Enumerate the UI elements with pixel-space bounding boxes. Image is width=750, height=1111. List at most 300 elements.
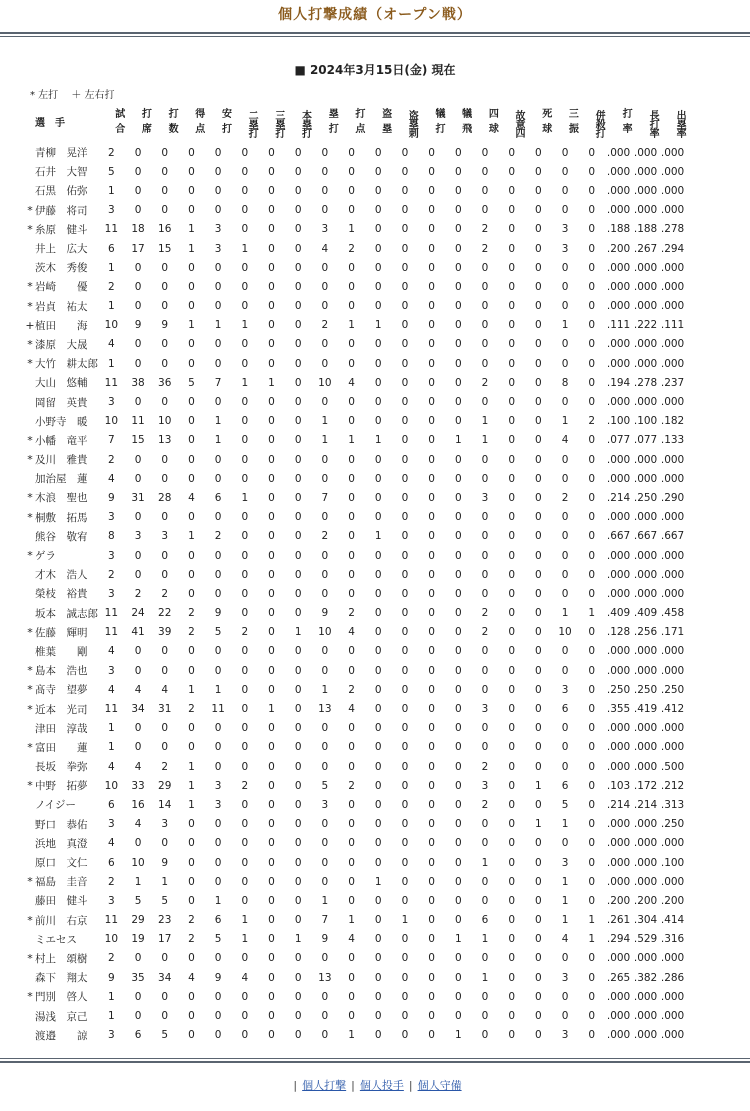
stat-cell: .200 xyxy=(633,894,658,907)
stat-cell: 0 xyxy=(241,357,249,370)
stat-cell: 0 xyxy=(561,396,569,409)
stat-cell: 0 xyxy=(588,626,596,639)
stat-cell: 0 xyxy=(428,319,435,332)
player-name: 藤田 健斗 xyxy=(35,895,88,908)
stat-cell: 0 xyxy=(241,760,249,773)
stat-cell: 5 xyxy=(161,894,169,907)
stat-cell: 1 xyxy=(134,875,142,888)
stat-cell: 11 xyxy=(104,607,119,620)
stat-cell: .000 xyxy=(606,146,631,159)
stat-cell: .000 xyxy=(660,453,685,466)
stat-cell: 2 xyxy=(481,242,489,255)
stat-cell: 16 xyxy=(131,798,145,811)
stat-cell: 0 xyxy=(134,549,142,562)
stat-cell: 0 xyxy=(535,1010,542,1023)
stat-cell: 0 xyxy=(268,722,275,735)
stat-cell: 0 xyxy=(588,645,596,658)
stat-cell: 0 xyxy=(294,204,302,217)
stat-cell: 0 xyxy=(481,453,489,466)
stat-cell: 2 xyxy=(561,491,569,504)
stat-cell: 0 xyxy=(588,568,596,581)
stat-cell: 0 xyxy=(241,798,249,811)
stat-cell: 0 xyxy=(508,760,515,773)
stat-cell: .000 xyxy=(660,837,685,850)
player-name: 野口 恭佑 xyxy=(35,818,88,831)
link-batting[interactable]: 個人打撃 xyxy=(302,1079,347,1092)
stat-cell: 10 xyxy=(104,319,119,332)
table-row xyxy=(25,699,686,718)
stat-cell: 0 xyxy=(508,818,515,831)
stat-cell: 0 xyxy=(188,664,195,677)
stat-cell: 0 xyxy=(241,1029,249,1042)
stat-cell: 0 xyxy=(454,453,462,466)
stat-cell: 0 xyxy=(535,415,542,428)
stat-cell: 5 xyxy=(214,933,222,946)
stat-cell: 0 xyxy=(134,300,142,313)
stat-cell: 9 xyxy=(161,319,169,332)
stat-cell: 0 xyxy=(374,856,382,869)
stat-cell: 0 xyxy=(134,453,142,466)
stat-cell: 0 xyxy=(401,856,409,869)
stat-cell: 0 xyxy=(241,703,249,716)
stat-cell: 0 xyxy=(374,472,382,485)
stat-cell: 0 xyxy=(588,357,596,370)
stat-cell: 0 xyxy=(161,990,169,1003)
batting-hand-mark: * xyxy=(27,990,33,1004)
stat-cell: 0 xyxy=(374,779,382,792)
stat-cell: 0 xyxy=(134,204,142,217)
stat-cell: 0 xyxy=(294,376,302,389)
stat-cell: 0 xyxy=(401,472,409,485)
stat-cell: 0 xyxy=(535,856,542,869)
stat-cell: 0 xyxy=(454,914,462,927)
stat-cell: 0 xyxy=(508,165,515,178)
stat-cell: 0 xyxy=(481,818,489,831)
stat-cell: 0 xyxy=(214,472,222,485)
stat-cell: 29 xyxy=(131,914,145,927)
stat-cell: 4 xyxy=(321,242,329,255)
stat-cell: 0 xyxy=(508,549,515,562)
stat-cell: 0 xyxy=(268,472,275,485)
stat-cell: 0 xyxy=(535,626,542,639)
stat-cell: 0 xyxy=(188,568,195,581)
player-name: 岩貞 祐太 xyxy=(35,300,88,313)
stat-cell: 0 xyxy=(508,472,515,485)
stat-cell: 0 xyxy=(428,434,435,447)
stat-cell: 0 xyxy=(588,491,596,504)
player-name: 榮枝 裕貴 xyxy=(35,588,88,601)
player-name: 原口 文仁 xyxy=(35,857,88,870)
stat-cell: 0 xyxy=(161,568,169,581)
stat-cell: 0 xyxy=(188,146,195,159)
stat-cell: 4 xyxy=(561,933,569,946)
stat-cell: 0 xyxy=(428,242,435,255)
stat-cell: 0 xyxy=(161,664,169,677)
stat-cell: 0 xyxy=(454,165,462,178)
stat-cell: 0 xyxy=(294,818,302,831)
stat-cell: 3 xyxy=(561,242,569,255)
stat-cell: 11 xyxy=(104,626,119,639)
stat-cell: 0 xyxy=(401,280,409,293)
stat-cell: 0 xyxy=(348,722,355,735)
stat-cell: 15 xyxy=(158,242,172,255)
stat-cell: 0 xyxy=(401,798,409,811)
player-name: 渡邉 諒 xyxy=(35,1029,88,1042)
stat-cell: 0 xyxy=(374,894,382,907)
stat-cell: 0 xyxy=(535,587,542,600)
stat-cell: 0 xyxy=(588,952,596,965)
stat-cell: 1 xyxy=(348,914,355,927)
stat-cell: 0 xyxy=(481,875,489,888)
stat-cell: 0 xyxy=(374,549,382,562)
stat-cell: .000 xyxy=(660,741,685,754)
stat-cell: 0 xyxy=(588,242,596,255)
stat-cell: 1 xyxy=(588,914,596,927)
stat-cell: 1 xyxy=(108,1010,115,1023)
stat-cell: 0 xyxy=(241,587,249,600)
link-pitching[interactable]: 個人投手 xyxy=(359,1079,404,1092)
stat-cell: 0 xyxy=(588,990,596,1003)
batting-hand-mark: * xyxy=(27,453,33,467)
stat-cell: 0 xyxy=(374,357,382,370)
stat-cell: 1 xyxy=(481,971,489,984)
stat-cell: 0 xyxy=(321,1029,329,1042)
stat-cell: 7 xyxy=(321,491,329,504)
stat-cell: .000 xyxy=(606,645,631,658)
stat-cell: 6 xyxy=(214,914,222,927)
stat-cell: 1 xyxy=(241,242,249,255)
stat-cell: 0 xyxy=(374,146,382,159)
player-name: ゲラ xyxy=(35,550,56,563)
stat-cell: .000 xyxy=(660,184,685,197)
stat-cell: 0 xyxy=(428,204,435,217)
stat-cell: 0 xyxy=(481,300,489,313)
stat-cell: 0 xyxy=(508,626,515,639)
stat-cell: .382 xyxy=(633,971,658,984)
stat-cell: 10 xyxy=(558,626,572,639)
stat-cell: 4 xyxy=(134,683,142,696)
stat-cell: 1 xyxy=(561,914,569,927)
stat-cell: 0 xyxy=(588,1029,596,1042)
stat-cell: 0 xyxy=(241,165,249,178)
stat-cell: 4 xyxy=(161,683,169,696)
stat-cell: 0 xyxy=(321,741,329,754)
stat-cell: 0 xyxy=(374,376,382,389)
stat-cell: 0 xyxy=(454,741,462,754)
batting-hand-mark xyxy=(25,584,35,603)
stat-cell: 0 xyxy=(348,300,355,313)
stat-cell: 2 xyxy=(588,415,596,428)
table-row xyxy=(25,392,686,411)
stat-cell: 0 xyxy=(401,491,409,504)
stat-cell: 0 xyxy=(268,300,275,313)
stat-cell: 3 xyxy=(561,856,569,869)
stat-cell: .237 xyxy=(660,376,685,389)
stat-cell: 0 xyxy=(588,875,596,888)
stat-cell: 0 xyxy=(374,837,382,850)
stat-cell: .000 xyxy=(606,204,631,217)
stat-cell: 1 xyxy=(108,357,115,370)
stat-cell: 0 xyxy=(401,875,409,888)
stat-cell: 0 xyxy=(214,184,222,197)
table-row xyxy=(25,277,686,296)
stat-cell: 0 xyxy=(241,434,249,447)
stat-cell: 0 xyxy=(348,472,355,485)
table-row xyxy=(25,335,686,354)
stat-cell: 0 xyxy=(481,319,489,332)
column-header: 長打率 xyxy=(647,109,659,137)
batting-hand-mark xyxy=(25,968,35,987)
stat-cell: 0 xyxy=(454,530,462,543)
batting-hand-mark xyxy=(25,815,35,834)
stat-cell: 6 xyxy=(134,1029,142,1042)
stat-cell: 1 xyxy=(561,818,569,831)
stat-cell: 0 xyxy=(241,856,249,869)
stat-cell: 0 xyxy=(508,741,515,754)
stat-cell: 0 xyxy=(241,204,249,217)
stat-cell: 0 xyxy=(428,798,435,811)
stat-cell: 0 xyxy=(134,568,142,581)
stat-cell: .000 xyxy=(606,952,631,965)
batting-hand-mark xyxy=(25,853,35,872)
stat-cell: .194 xyxy=(606,376,631,389)
stat-cell: 1 xyxy=(214,415,222,428)
stat-cell: 0 xyxy=(454,1010,462,1023)
stat-cell: 0 xyxy=(374,971,382,984)
stat-cell: 0 xyxy=(454,683,462,696)
table-row xyxy=(25,642,686,661)
stat-cell: 0 xyxy=(188,204,195,217)
stat-cell: 34 xyxy=(131,703,145,716)
stat-cell: 0 xyxy=(535,530,542,543)
stat-cell: 0 xyxy=(508,856,515,869)
stat-cell: 0 xyxy=(241,530,249,543)
stat-cell: 0 xyxy=(321,338,329,351)
stat-cell: 0 xyxy=(561,664,569,677)
stat-cell: 0 xyxy=(321,875,329,888)
stat-cell: 0 xyxy=(374,703,382,716)
stat-cell: 1 xyxy=(561,415,569,428)
table-row xyxy=(25,450,686,469)
stat-cell: 1 xyxy=(481,856,489,869)
stat-cell: 0 xyxy=(588,587,596,600)
stat-cell: 0 xyxy=(454,818,462,831)
stat-cell: 0 xyxy=(214,664,222,677)
stat-cell: 9 xyxy=(161,856,169,869)
stat-cell: 0 xyxy=(214,549,222,562)
stat-cell: 0 xyxy=(401,453,409,466)
stat-cell: 0 xyxy=(454,184,462,197)
stat-cell: 0 xyxy=(348,491,355,504)
stat-cell: 1 xyxy=(108,990,115,1003)
stat-cell: .414 xyxy=(660,914,685,927)
stat-cell: 0 xyxy=(374,223,382,236)
batting-hand-mark xyxy=(25,719,35,738)
stat-cell: 0 xyxy=(161,453,169,466)
stat-cell: 2 xyxy=(188,914,195,927)
stat-cell: 0 xyxy=(348,798,355,811)
stat-cell: 0 xyxy=(188,338,195,351)
stat-cell: 0 xyxy=(454,952,462,965)
stat-cell: 0 xyxy=(161,300,169,313)
stat-cell: 0 xyxy=(428,875,435,888)
footer-separator: | xyxy=(293,1079,298,1092)
stat-cell: 10 xyxy=(131,856,145,869)
stat-cell: 0 xyxy=(561,837,569,850)
stat-cell: 0 xyxy=(508,971,515,984)
player-name: 加治屋 蓮 xyxy=(35,473,88,486)
stat-cell: 0 xyxy=(508,511,515,524)
table-row xyxy=(25,373,686,392)
stat-cell: 0 xyxy=(428,357,435,370)
stat-cell: 0 xyxy=(134,396,142,409)
stat-cell: 0 xyxy=(454,664,462,677)
stat-cell: 0 xyxy=(161,645,169,658)
stat-cell: .250 xyxy=(606,683,631,696)
stat-cell: 0 xyxy=(454,856,462,869)
stat-cell: 0 xyxy=(508,434,515,447)
stat-cell: 1 xyxy=(561,319,569,332)
stat-cell: 0 xyxy=(241,990,249,1003)
stat-cell: 0 xyxy=(241,741,249,754)
stat-cell: 0 xyxy=(188,472,195,485)
link-fielding[interactable]: 個人守備 xyxy=(417,1079,462,1092)
stat-cell: 0 xyxy=(561,165,569,178)
stat-cell: 0 xyxy=(401,184,409,197)
stat-cell: .000 xyxy=(633,165,658,178)
stat-cell: 3 xyxy=(134,530,142,543)
stat-cell: .278 xyxy=(660,223,685,236)
stat-cell: .294 xyxy=(606,933,631,946)
batting-hand-mark xyxy=(25,392,35,411)
stat-cell: .100 xyxy=(660,856,685,869)
stat-cell: 2 xyxy=(188,626,195,639)
stat-cell: 0 xyxy=(268,990,275,1003)
stat-cell: 0 xyxy=(428,587,435,600)
stat-cell: 0 xyxy=(535,741,542,754)
stat-cell: 2 xyxy=(348,242,355,255)
stat-cell: 0 xyxy=(481,645,489,658)
table-row xyxy=(25,508,686,527)
stat-cell: 0 xyxy=(321,760,329,773)
stat-cell: 0 xyxy=(401,587,409,600)
stat-cell: 0 xyxy=(508,146,515,159)
stat-cell: 0 xyxy=(294,760,302,773)
stat-cell: 0 xyxy=(401,626,409,639)
stat-cell: 0 xyxy=(535,280,542,293)
stat-cell: 0 xyxy=(428,722,435,735)
stat-cell: 0 xyxy=(588,741,596,754)
stat-cell: 0 xyxy=(588,434,596,447)
stat-cell: 0 xyxy=(214,146,222,159)
stat-cell: 0 xyxy=(588,1010,596,1023)
player-name: 近本 光司 xyxy=(35,703,88,716)
stat-cell: 0 xyxy=(134,184,142,197)
stat-cell: 0 xyxy=(535,607,542,620)
stat-cell: 1 xyxy=(348,319,355,332)
stat-cell: 0 xyxy=(428,568,435,581)
stat-cell: 0 xyxy=(134,472,142,485)
stat-cell: 5 xyxy=(561,798,569,811)
stat-cell: .000 xyxy=(606,338,631,351)
stat-cell: 0 xyxy=(561,990,569,1003)
stat-cell: 3 xyxy=(214,242,222,255)
stat-cell: 6 xyxy=(108,798,115,811)
stat-cell: 0 xyxy=(321,357,329,370)
table-row xyxy=(25,872,686,891)
column-header: 塁打 xyxy=(326,108,338,138)
stat-cell: 0 xyxy=(294,741,302,754)
stat-cell: 0 xyxy=(535,204,542,217)
stat-cell: 0 xyxy=(561,760,569,773)
stat-cell: 3 xyxy=(161,818,169,831)
table-row xyxy=(25,412,686,431)
stat-cell: 2 xyxy=(188,703,195,716)
batting-hand-mark: * xyxy=(27,203,33,217)
stat-cell: 1 xyxy=(321,894,329,907)
stat-cell: .000 xyxy=(606,990,631,1003)
stat-cell: 0 xyxy=(401,511,409,524)
stat-cell: 3 xyxy=(108,511,115,524)
stat-cell: 1 xyxy=(481,415,489,428)
stat-cell: 0 xyxy=(535,933,542,946)
stat-cell: 0 xyxy=(294,837,302,850)
stat-cell: 0 xyxy=(454,760,462,773)
stat-cell: 2 xyxy=(161,587,169,600)
stat-cell: 0 xyxy=(294,319,302,332)
stat-cell: 0 xyxy=(348,952,355,965)
stat-cell: 0 xyxy=(294,779,302,792)
stat-cell: 0 xyxy=(374,645,382,658)
stat-cell: 4 xyxy=(108,760,115,773)
stat-cell: 0 xyxy=(294,952,302,965)
stat-cell: 0 xyxy=(214,837,222,850)
stat-cell: .171 xyxy=(660,626,685,639)
stat-cell: .265 xyxy=(606,971,631,984)
batting-hand-mark: * xyxy=(27,779,33,793)
stat-cell: 0 xyxy=(268,204,275,217)
batting-hand-mark: * xyxy=(27,740,33,754)
stat-cell: 2 xyxy=(241,779,249,792)
stat-cell: 3 xyxy=(214,798,222,811)
stat-cell: 1 xyxy=(348,223,355,236)
stat-cell: 0 xyxy=(268,952,275,965)
stat-cell: 0 xyxy=(268,491,275,504)
stat-cell: 0 xyxy=(374,587,382,600)
batting-hand-mark xyxy=(25,162,35,181)
stat-cell: 1 xyxy=(374,319,382,332)
stat-cell: 16 xyxy=(158,223,172,236)
stat-cell: 1 xyxy=(348,434,355,447)
stat-cell: .000 xyxy=(633,338,658,351)
stat-cell: 0 xyxy=(161,184,169,197)
stat-cell: 0 xyxy=(268,511,275,524)
stat-cell: 4 xyxy=(108,645,115,658)
stat-cell: .290 xyxy=(660,491,685,504)
stat-cell: 0 xyxy=(561,204,569,217)
stat-cell: 0 xyxy=(321,568,329,581)
column-header: 盗塁 xyxy=(379,108,391,138)
stat-cell: 11 xyxy=(104,376,119,389)
stat-cell: 5 xyxy=(214,626,222,639)
stat-cell: 0 xyxy=(401,319,409,332)
column-header: 打数 xyxy=(166,108,178,138)
stat-cell: .000 xyxy=(660,300,685,313)
stat-cell: 0 xyxy=(241,722,249,735)
player-name: 富田 蓮 xyxy=(35,741,88,754)
batting-hand-mark xyxy=(25,143,35,162)
stat-cell: .000 xyxy=(606,875,631,888)
